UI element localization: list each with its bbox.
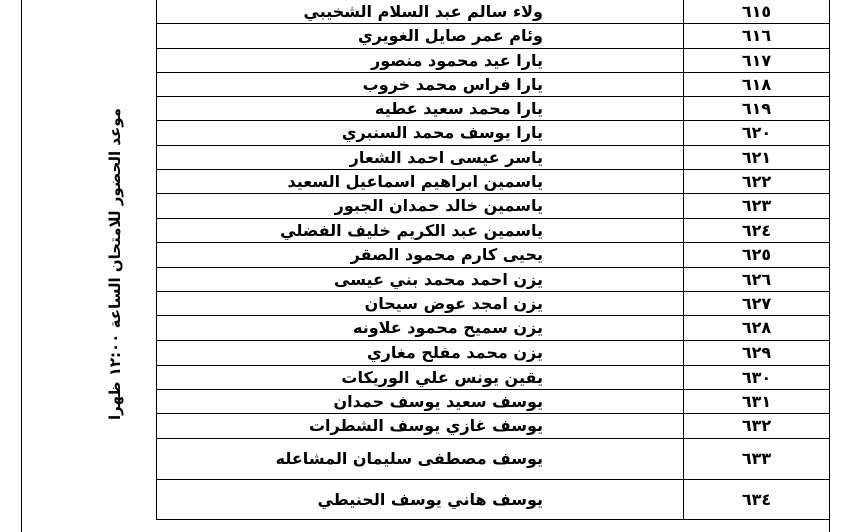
student-name [156,96,684,120]
seat-number [684,479,829,519]
seat-number-text: ٦٣١ [741,391,772,411]
seat-number-text: ٦٢٦ [741,269,772,289]
seat-number-text: ٦٢٨ [741,318,772,337]
table-row [156,0,829,24]
seat-number [684,242,829,267]
student-name-text: يوسف سعيد يوسف حمدان [333,391,543,411]
table-row [156,479,829,520]
seat-number-text: ٦٢٩ [741,343,772,362]
student-name [156,365,684,389]
seat-number [684,48,829,72]
table-row [156,48,829,73]
student-name [156,291,684,315]
seat-number [684,72,829,96]
seat-number-text: ٦٢٥ [741,245,772,264]
seat-number [684,413,829,438]
seat-number [684,218,829,242]
table-row [156,23,829,49]
exam-time-note: موعد الحضور للامتحان الساعة ١٢:٠٠ ظهرا [106,108,124,420]
student-name-text: ياسر عيسى احمد الشعار [349,147,543,167]
student-name-text: يارا محمد سعيد عطيه [374,98,543,118]
side-note-column [22,0,156,532]
student-name-text: يزن احمد محمد بني عيسى [334,269,543,289]
table-row [156,315,829,341]
student-name-text: ياسمين خالد حمدان الجبور [334,196,543,215]
seat-number-text: ٦٣٢ [741,416,772,435]
table-row [156,413,829,439]
student-name-text: ياسمين ابراهيم اسماعيل السعيد [287,171,543,191]
student-name [156,169,684,193]
seat-number-text: ٦٢٢ [741,171,772,191]
seat-number-text: ٦٢١ [741,147,772,167]
student-name [156,267,684,291]
table-row [156,242,829,268]
student-name-text: يوسف مصطفى سليمان المشاعله [275,449,543,468]
student-name [156,340,684,365]
seat-number [684,120,829,145]
student-name [156,72,684,96]
seat-number-text: ٦٢٧ [741,293,772,313]
student-name-text: يزن سميح محمود علاونه [353,318,543,337]
seat-number [684,169,829,193]
student-name [156,315,684,340]
student-name [156,145,684,169]
student-name [156,23,684,48]
seat-number-text: ٦١٦ [741,26,772,45]
table-row [156,365,829,390]
student-name [156,438,684,479]
student-name [156,242,684,267]
table-row [156,72,829,97]
student-name-text: وئام عمر صايل الغويري [358,26,543,45]
student-name [156,120,684,145]
seat-number [684,96,829,120]
student-name-text: يارا عيد محمود منصور [371,50,543,70]
seat-number [684,23,829,48]
table-row [156,193,829,219]
frame-right-border [829,0,830,532]
table-row [156,291,829,316]
student-name-text: يارا يوسف محمد السنبري [341,123,543,142]
seat-number [684,315,829,340]
student-name-text: ولاء سالم عبد السلام الشخيبي [303,1,543,21]
student-name [156,218,684,242]
student-name-text: يقين يونس علي الوريكات [341,367,543,387]
student-name-text: يزن امجد عوض سيحان [364,293,543,313]
student-name [156,193,684,218]
student-name-text: يارا فراس محمد خروب [362,74,543,94]
seat-number-text: ٦١٨ [741,74,772,94]
table-row [156,169,829,194]
student-name [156,0,684,23]
table-row [156,438,829,480]
student-name-text: يوسف غازي يوسف الشطرات [308,416,543,435]
seat-number [684,193,829,218]
student-name-text: يزن محمد مفلح مغاري [366,343,543,362]
table-row [156,96,829,121]
student-table [156,0,829,532]
student-name-text: يحيى كارم محمود الصقر [350,245,543,264]
seat-number [684,365,829,389]
seat-number-text: ٦١٧ [741,50,772,70]
seat-number [684,267,829,291]
table-row [156,218,829,243]
table-row [156,145,829,170]
student-name-text: يوسف هاني يوسف الحنيطي [317,489,543,509]
seat-number [684,0,829,23]
table-row [156,120,829,146]
seat-number-text: ٦٢٣ [741,196,772,215]
seat-number-text: ٦٣٠ [741,367,772,387]
student-name [156,413,684,438]
seat-number-text: ٦٣٤ [741,489,772,509]
seat-number-text: ٦٢٠ [741,123,772,142]
student-name-text: ياسمين عبد الكريم خليف الفضلي [280,220,543,240]
seat-number [684,389,829,413]
seat-number [684,291,829,315]
table-row [156,340,829,366]
student-name [156,479,684,519]
seat-number-text: ٦١٩ [741,98,772,118]
seat-number-text: ٦٢٤ [741,220,772,240]
table-row [156,267,829,292]
seat-number-text: ٦١٥ [741,1,772,21]
seat-number [684,438,829,479]
student-name [156,48,684,72]
table-row [156,389,829,414]
seat-number [684,340,829,365]
student-name [156,389,684,413]
seat-number-text: ٦٣٣ [741,449,772,468]
seat-number [684,145,829,169]
